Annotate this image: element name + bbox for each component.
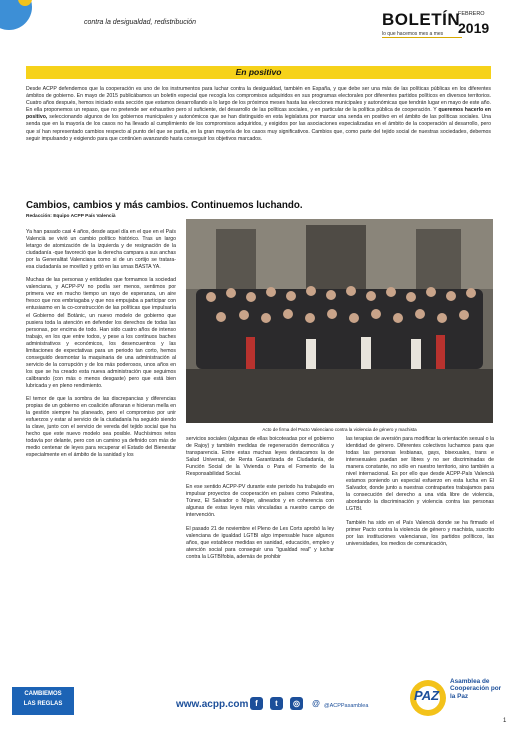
event-photo bbox=[186, 219, 493, 423]
section-banner-title: En positivo bbox=[235, 67, 282, 77]
paragraph: En ese sentido ACPP-PV durante este periodo ha trabajado en impulsar proyectos de cooperación en países como Palestina, Túnez, El Salvador o Níger, alineados y en coherencia con algunas de estas leyes más vinculadas a nuestro campo de intervención. bbox=[186, 484, 334, 519]
paragraph: También ha sido en el País Valencià donde se ha firmado el primer Pacto contra la violencia de género y machista, suscrito por las instituciones valencianas, los partidos políticos, las universidades, los medios de comunicación, bbox=[346, 519, 494, 547]
campaign-badge-line1: CAMBIEMOS bbox=[24, 691, 62, 697]
at-icon: @ bbox=[312, 699, 320, 708]
instagram-icon[interactable]: ◎ bbox=[290, 697, 303, 710]
header-tagline: contra la desigualdad, redistribución bbox=[84, 19, 197, 26]
social-handle[interactable]: @ACPPasamblea bbox=[324, 703, 369, 709]
intro-paragraph bbox=[26, 86, 491, 143]
paragraph: Muchas de las personas y entidades que formamos la sociedad valenciana, y ACPP-PV no podía ser menos, sentimos por primera vez en mucho tiempo un rayo de esperanza, un aire fresco que nos embriagaba y que nos empujaba a participar con entusiasmo en la co-construcción de las políticas que impulsaría el Gobierno del Botànic, un nuevo modelo de gobierno que pusiera toda la atención en defender los derechos de todas las personas, por encima de todo. Han sido cuatro años de intenso trabajo, en los que entre todos, y pese a los continuos baches administrativos y económicos, los desencuentros y las limitaciones de expectativas para un periodo tan corto, hemos conseguido desmontar la maquinaria de una administración al servicio de la corrupción y de los más poderosos, unos años en los que se ha creado esta nueva administración que seguimos calibrando (con más o menos desgaste) pero que está bien lubricada y en pleno rendimiento. bbox=[26, 277, 176, 389]
group-photo-illustration bbox=[186, 219, 493, 423]
bulletin-title: BOLETÍN bbox=[382, 10, 461, 29]
header-divider bbox=[382, 37, 462, 38]
twitter-icon[interactable]: t bbox=[270, 697, 283, 710]
bulletin-subtitle: lo que hacemos mes a mes bbox=[382, 31, 444, 37]
section-banner bbox=[26, 66, 491, 79]
paz-logo-word: PAZ bbox=[414, 688, 440, 703]
page-number: 1 bbox=[503, 718, 507, 724]
article-column-1 bbox=[26, 229, 176, 465]
facebook-icon[interactable]: f bbox=[250, 697, 263, 710]
org-name: Asamblea de Cooperación por la Paz bbox=[450, 678, 502, 700]
article-column-3 bbox=[346, 436, 494, 554]
campaign-badge bbox=[12, 687, 74, 715]
paragraph: El temor de que la sombra de las discrepancias y diferencias propias de un gobierno en coalición afloraran e hicieran mella en la gestión siempre ha planeado, pero el compromiso por unir esfuerzos y estar al servicio de la ciudadanía ha seguido siendo la clave, junto con el servicio de vereda del tejido social que ha hecho que este nuevo modelo sea posible. Muchísimos retos todavía por delante, pero con un camino ya definido con más de medio centenar de leyes para recuperar el Estado del Bienestar especialmente en el ámbito de la sanidad y los bbox=[26, 396, 176, 459]
article-column-2 bbox=[186, 436, 334, 567]
bulletin-month: FEBRERO bbox=[458, 11, 485, 17]
article-byline: Redacción: Equipo ACPP País Valencià bbox=[26, 214, 116, 219]
intro-text-rest: seleccionando algunos de los gobiernos municipales y autonómicos que se han distinguido en esta legislatura por marcar una senda en positivo en el ámbito de las políticas sociales. Una senda que en la mayoría de los casos no ha llevado al cumplimiento de los compromisos adquiridos, y exigidos por las asociaciones especializadas en el ámbito de la cooperación al desarrollo, pero que sí han representado cambios respecto al punto del que se partía, en la gran mayoría de los casos muy significativos. Cambios que, como parte del tejido social de nuestras sociedades, debemos seguir impulsando y exigiendo para que continúen avanzando hasta conseguir los objetivos marcados. bbox=[26, 114, 491, 142]
intro-text: Desde ACPP defendemos que la cooperación es uno de los instrumentos para luchar contra la desigualdad, también en España, y que debe ser una más de las políticas públicas en los diferentes ámbitos de gobierno. En mayo de 2015 publicábamos un boletín especial que recogía los compromisos adquiridos en sus programas electorales por diferentes partidos políticos en diversos territorios. Cuatro años después, hemos iniciado esta sección que estamos desarrollando a lo largo de los próximos meses hasta las elecciones municipales y autonómicas que tendrán lugar en mayo de este año. En ella proponemos un repaso, que no pretende ser exhaustivo pero sí suficiente, del desarrollo de las políticas sociales, y en particular de la política pública de cooperación. Y bbox=[26, 86, 491, 114]
intro-bold: queremos hacerlo en positivo, bbox=[26, 107, 491, 121]
paragraph: Ya han pasado casi 4 años, desde aquel día en el que en el País Valencià se vivió un cambio político histórico. Tras un largo letargo de atomización de la izquierda y de resignación de la ciudadanía -que favoreció que la derecha campara a sus anchas por la Generalitat Valenciana como si de un cortijo se tratara- esa ciudadanía se movilizó y gritó en las urnas BASTA YA. bbox=[26, 229, 176, 271]
photo-caption: Acto de firma del Pacto Valenciano contra la violencia de género y machista bbox=[262, 427, 417, 432]
bulletin-year: 2019 bbox=[458, 20, 490, 36]
article-title: Cambios, cambios y más cambios. Continuemos luchando. bbox=[26, 200, 303, 211]
paz-logo bbox=[408, 676, 508, 720]
paragraph: las terapias de aversión para modificar la orientación sexual o la identidad de género. Diferentes colectivos luchamos para que todas las personas lesbianas, gays, bisexuales, trans e intersexuales puedan ser libres y no ser discriminadas de manera constante, no sólo en nuestro territorio, sino también a nivel internacional. Es por ello que desde ACPP-País Valencià estamos poniendo un especial esfuerzo en esta lucha en El Salvador, donde junto a nuestras contrapartes trabajamos para la consecución del derecho a una vida libre de violencia, abordando la discriminación y violencia contra las personas LGTBI. bbox=[346, 436, 494, 513]
paragraph: servicios sociales (algunas de ellas boicoteadas por el gobierno de Rajoy) y también medidas de regeneración democrática y transparencia. Entre estas muchas leyes destacamos la de Salud Universal, de Renta Garantizada de Ciudadanía, de Función Social de la Vivienda o Para el Fomento de la Responsabilidad Social. bbox=[186, 436, 334, 478]
paragraph: El pasado 21 de noviembre el Pleno de Les Corts aprobó la ley valenciana de igualdad LGTBI algo impensable hace algunos años, que establece medidas en sanidad, educación, empleo y atención social para conseguir una "igualdad real" y luchar contra la LGTBIfobia, además de prohibir bbox=[186, 525, 334, 560]
campaign-badge-line2: LAS REGLAS bbox=[23, 701, 63, 707]
website-link[interactable]: www.acpp.com bbox=[176, 699, 249, 710]
